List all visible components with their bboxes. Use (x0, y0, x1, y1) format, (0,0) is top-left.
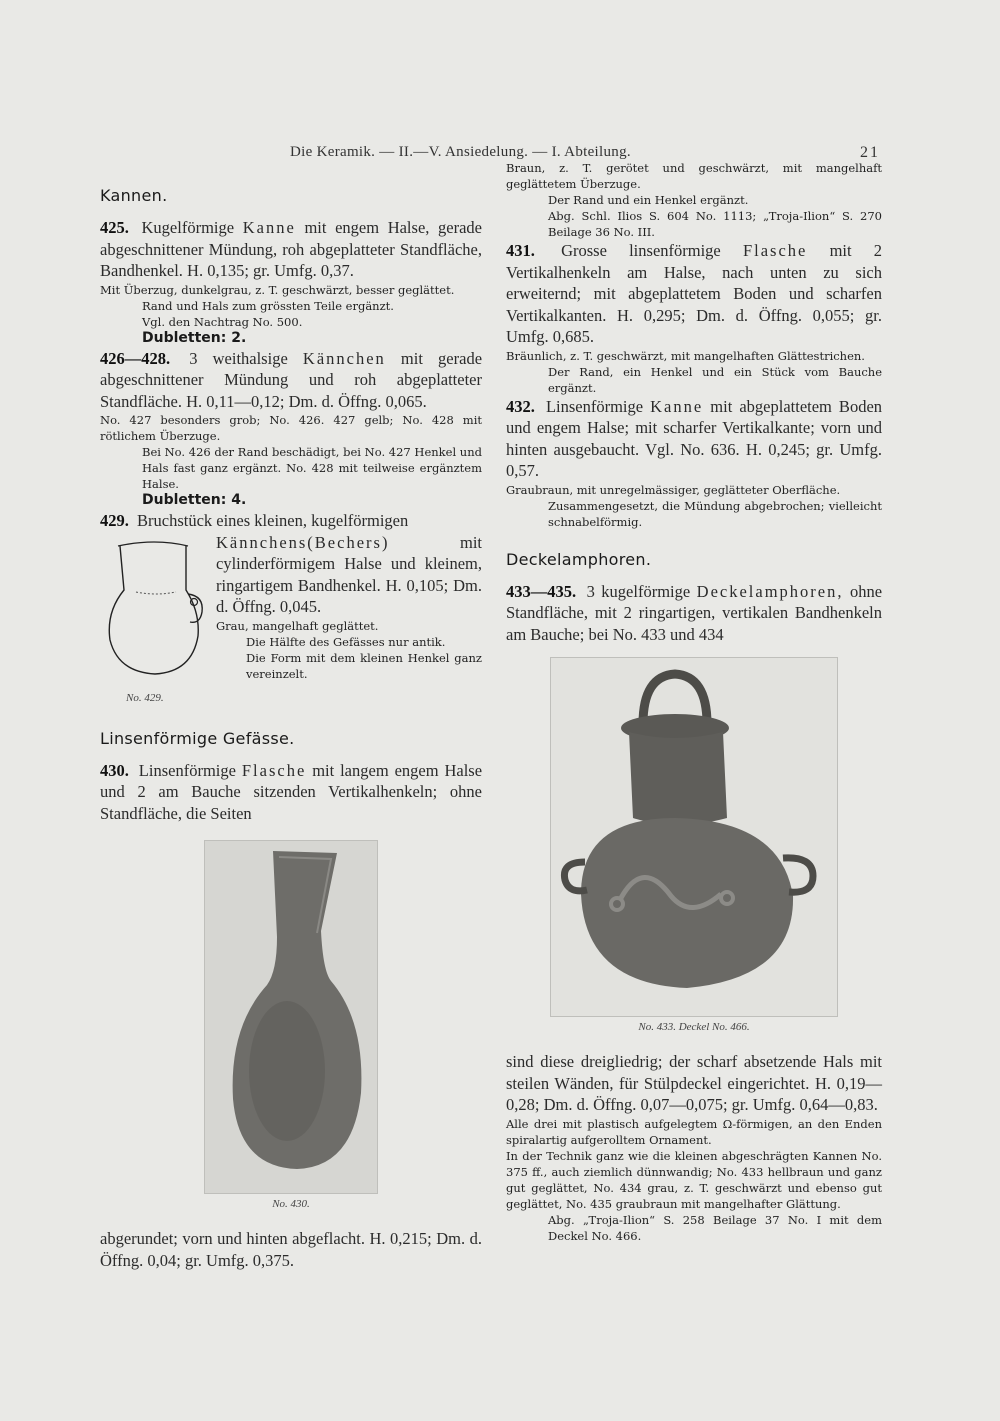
entry-text: Linsenförmige (138, 760, 236, 780)
entry-text: mit cylinderförmigem Halse und kleinem, ringartigem Bandhenkel. H. 0,105; Dm. d. Öffng. 0,045. (216, 532, 482, 616)
photo-433 (550, 657, 838, 1017)
entry-430-continued: abgerundet; vorn und hinten abgeflacht. H. 0,215; Dm. d. Öffng. 0,04; gr. Umfg. 0,375. (100, 1229, 482, 1270)
figure-429 (100, 532, 210, 707)
note: Die Hälfte des Gefässes nur antik. (246, 634, 446, 649)
note: Zusammengesetzt, die Mündung abgebrochen; vielleicht schnabelförmig. (548, 498, 882, 529)
figure-429-block (100, 532, 482, 707)
right-column (506, 160, 882, 1244)
note: In der Technik ganz wie die kleinen abgeschrägten Kannen No. 375 ff., auch ziemlich dünnwandig; No. 433 hellbraun und ganz gut geglättet, No. 434 grau, z. T. geschwärzt und ebenso gut geglättet, No. 435 graubraun mit mangelhafter Glättung. (506, 1148, 882, 1211)
entry-term: Flasche (742, 241, 808, 260)
note: Bei No. 426 der Rand beschädigt, bei No. 427 Henkel und Hals fast ganz ergänzt. No. 428 mit teilweise ergänztem Halse. (142, 445, 482, 491)
entry-term: Kännchen (302, 348, 386, 368)
entry-number: 431. (506, 241, 535, 260)
amphora-photo-icon (551, 658, 837, 1016)
header-title: Die Keramik. — II.—V. Ansiedelung. — I. Abteilung. (290, 144, 631, 160)
note: Der Rand und ein Henkel ergänzt. (548, 193, 749, 207)
entry-text: ohne Standfläche, mit 2 ringartigen, vertikalen Bandhenkeln am Bauche; bei No. 433 und 434 (506, 581, 883, 644)
entry-number: 432. (506, 396, 535, 416)
entry-text: mit 2 Vertikalhenkeln am Halse, nach unten zu sich erweiternd; mit abgeplattetem Boden und scharfen Vertikalkanten. H. 0,295; Dm. d. Öffng. 0,055; gr. Umfg. 0,685. (506, 241, 883, 346)
entry-text: 3 kugelförmige (586, 581, 691, 601)
entry-433-continued: sind diese dreigliedrig; der scharf absetzende Hals mit steilen Wänden, für Stülpdeckel eingerichtet. H. 0,19—0,28; Dm. d. Öffng. 0,07—0,075; gr. Umfg. 0,64—0,83. (506, 1052, 882, 1114)
entry-429 (216, 532, 482, 618)
photo-430 (204, 840, 378, 1194)
figure-caption: No. 429. (126, 691, 164, 704)
entry-425 (100, 217, 482, 282)
entry-number: 430. (100, 760, 129, 780)
entry-426 (100, 348, 482, 413)
note: Braun, z. T. gerötet und geschwärzt, mit mangelhaft geglättetem Überzuge. (506, 161, 882, 191)
dubletten: Dubletten: 4. (142, 492, 247, 508)
note: No. 427 besonders grob; No. 426. 427 gelb; No. 428 mit rötlichem Überzuge. (100, 413, 482, 443)
entry-term: Kännchens(Bechers) (216, 532, 390, 552)
entry-432 (506, 396, 882, 482)
left-column (100, 186, 482, 1271)
entry-term: Flasche (241, 760, 307, 780)
entry-number: 426—428. (100, 348, 171, 368)
entry-text: Bruchstück eines kleinen, kugelförmigen (137, 511, 409, 530)
entry-430 (100, 760, 482, 825)
entry-text: Grosse linsenförmige (561, 241, 721, 260)
entry-number: 429. (100, 511, 129, 530)
note: Der Rand, ein Henkel und ein Stück vom Bauche ergänzt. (548, 364, 882, 395)
section-heading-deckelamphoren: Deckelamphoren. (506, 549, 652, 569)
entry-number: 425. (100, 218, 129, 237)
jug-sketch-icon (100, 532, 210, 692)
entry-text: Kugelförmige (141, 218, 235, 237)
note: Abg. „Troja-Ilion“ S. 258 Beilage 37 No. I mit dem Deckel No. 466. (548, 1212, 882, 1243)
entry-text: Linsenförmige (545, 396, 644, 416)
note: Vgl. den Nachtrag No. 500. (142, 314, 303, 329)
entry-431 (506, 240, 882, 348)
section-heading-kannen: Kannen. (100, 186, 168, 205)
note: Abg. Schl. Ilios S. 604 No. 1113; „Troja-Ilion“ S. 270 Beilage 36 No. III. (548, 209, 882, 239)
dubletten: Dubletten: 2. (142, 329, 247, 346)
note: Graubraun, mit unregelmässiger, geglätteter Oberfläche. (506, 482, 841, 497)
entry-term: Kanne (650, 396, 704, 416)
entry-text: mit langem engem Halse und 2 am Bauche sitzenden Vertikalhenkeln; ohne Standfläche, die Seiten (100, 760, 483, 823)
entry-433 (506, 581, 882, 646)
entry-text: 3 weithalsige (189, 348, 288, 368)
entry-number: 433—435. (506, 581, 577, 601)
note: Die Form mit dem kleinen Henkel ganz vereinzelt. (246, 650, 482, 681)
entry-text: mit gerade abgeschnittener Mündung und roh abgeplatteter Standfläche. H. 0,11—0,12; Dm. d. Öffng. 0,065. (100, 348, 483, 411)
section-heading-linsen: Linsenförmige Gefässe. (100, 728, 295, 748)
note: Grau, mangelhaft geglättet. (216, 618, 379, 633)
entry-term: Kanne (242, 218, 296, 237)
note: Rand und Hals zum grössten Teile ergänzt. (142, 298, 394, 313)
entry-term: Deckelamphoren, (696, 581, 844, 601)
note: Mit Überzug, dunkelgrau, z. T. geschwärzt, besser geglättet. (100, 282, 455, 297)
page-number: 21 (860, 144, 880, 161)
note: Bräunlich, z. T. geschwärzt, mit mangelhaften Glättestrichen. (506, 348, 865, 363)
figure-caption: No. 430. (272, 1198, 310, 1210)
entry-text: mit engem Halse, gerade abgeschnittener Mündung, roh abgeplatteter Standfläche, Bandhenkel. H. 0,135; gr. Umfg. 0,37. (100, 218, 482, 280)
entry-text: mit abgeplattetem Boden und engem Halse; mit scharfer Vertikalkante; vorn und hinten ausgebaucht. Vgl. No. 636. H. 0,245; gr. Umfg. 0,57. (506, 396, 883, 480)
figure-caption: No. 433. Deckel No. 466. (638, 1021, 750, 1033)
flask-photo-icon (205, 841, 377, 1193)
entry-429-line (100, 510, 482, 532)
note: Alle drei mit plastisch aufgelegtem Ω-förmigen, an den Enden spiralartig aufgerolltem Ornament. (506, 1116, 882, 1147)
